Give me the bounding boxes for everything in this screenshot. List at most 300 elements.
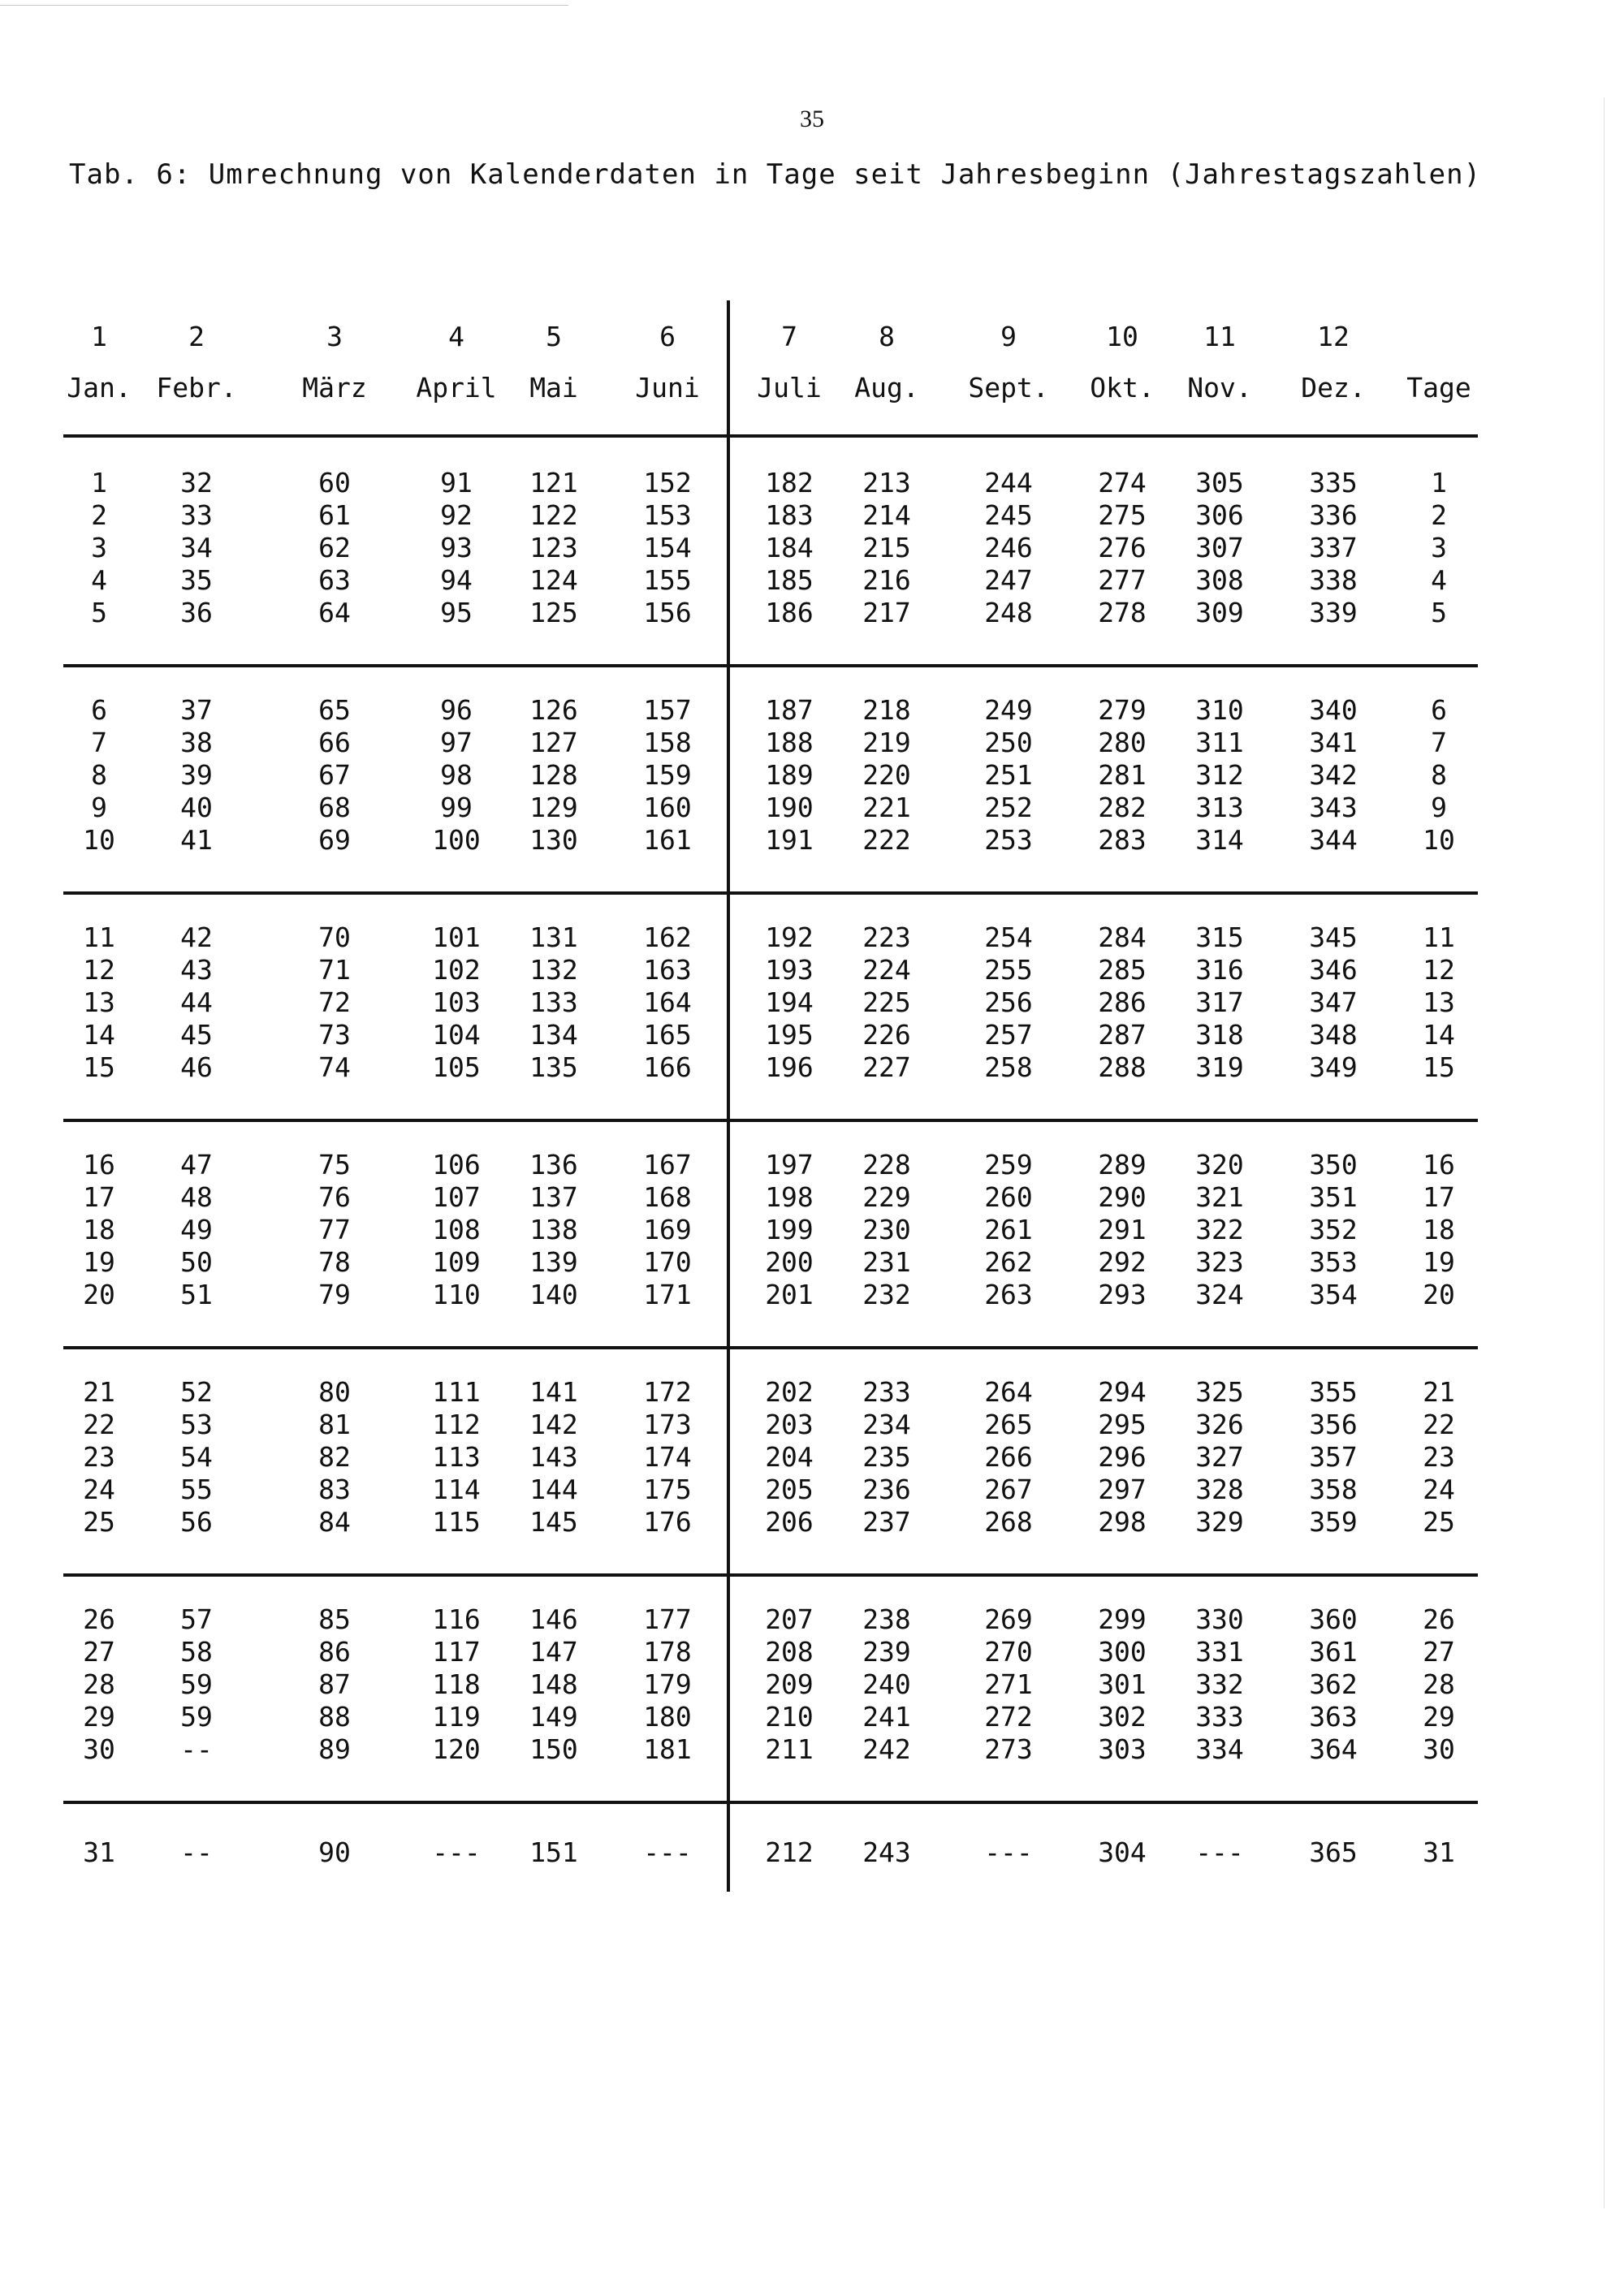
table-cell: 289 <box>1098 1149 1147 1180</box>
table-cell: 267 <box>984 1474 1033 1505</box>
table-cell: 163 <box>643 954 692 986</box>
table-cell: 100 <box>432 824 481 856</box>
table-cell: 98 <box>440 759 473 791</box>
table-cell: 28 <box>83 1668 115 1700</box>
group-separator-line <box>63 891 1478 895</box>
table-cell: 215 <box>862 532 911 563</box>
table-cell: 345 <box>1309 921 1358 953</box>
table-cell: 88 <box>318 1701 351 1733</box>
table-cell: 202 <box>765 1376 814 1408</box>
table-cell: 140 <box>529 1279 578 1310</box>
table-cell: 110 <box>432 1279 481 1310</box>
table-cell: 24 <box>83 1474 115 1505</box>
table-cell: 231 <box>862 1246 911 1278</box>
table-cell: 150 <box>529 1733 578 1765</box>
table-cell: 350 <box>1309 1149 1358 1180</box>
table-cell: 106 <box>432 1149 481 1180</box>
table-cell: 18 <box>1423 1214 1455 1245</box>
table-cell: 221 <box>862 792 911 823</box>
table-cell: --- <box>1195 1836 1244 1868</box>
table-cell: 244 <box>984 467 1033 498</box>
table-cell: 130 <box>529 824 578 856</box>
table-cell: 120 <box>432 1733 481 1765</box>
table-cell: 177 <box>643 1603 692 1635</box>
table-cell: 121 <box>529 467 578 498</box>
table-cell: 19 <box>83 1246 115 1278</box>
table-cell: 39 <box>180 759 213 791</box>
table-cell: 69 <box>318 824 351 856</box>
table-cell: 25 <box>1423 1506 1455 1538</box>
table-cell: 304 <box>1098 1836 1147 1868</box>
table-cell: -- <box>180 1733 213 1765</box>
table-cell: 275 <box>1098 499 1147 531</box>
table-cell: 43 <box>180 954 213 986</box>
table-cell: 280 <box>1098 727 1147 758</box>
table-cell: 176 <box>643 1506 692 1538</box>
table-cell: 173 <box>643 1409 692 1440</box>
table-cell: 5 <box>1431 597 1447 628</box>
table-cell: 89 <box>318 1733 351 1765</box>
table-cell: 85 <box>318 1603 351 1635</box>
table-cell: 83 <box>318 1474 351 1505</box>
table-cell: 92 <box>440 499 473 531</box>
table-cell: 48 <box>180 1181 213 1213</box>
table-cell: 123 <box>529 532 578 563</box>
scan-artifact-line <box>0 5 568 6</box>
table-cell: 68 <box>318 792 351 823</box>
table-cell: 362 <box>1309 1668 1358 1700</box>
table-cell: 34 <box>180 532 213 563</box>
table-cell: 81 <box>318 1409 351 1440</box>
table-cell: 126 <box>529 694 578 726</box>
table-cell: 37 <box>180 694 213 726</box>
group-separator-line <box>63 1801 1478 1804</box>
table-cell: 131 <box>529 921 578 953</box>
table-cell: 357 <box>1309 1441 1358 1473</box>
table-cell: 349 <box>1309 1051 1358 1083</box>
table-cell: 29 <box>1423 1701 1455 1733</box>
table-cell: 102 <box>432 954 481 986</box>
table-cell: 228 <box>862 1149 911 1180</box>
table-cell: 82 <box>318 1441 351 1473</box>
table-cell: 351 <box>1309 1181 1358 1213</box>
table-cell: 113 <box>432 1441 481 1473</box>
table-cell: 214 <box>862 499 911 531</box>
table-cell: 195 <box>765 1019 814 1051</box>
table-cell: 340 <box>1309 694 1358 726</box>
table-cell: 191 <box>765 824 814 856</box>
table-cell: 31 <box>1423 1836 1455 1868</box>
table-cell: 355 <box>1309 1376 1358 1408</box>
table-cell: 268 <box>984 1506 1033 1538</box>
table-cell: 187 <box>765 694 814 726</box>
table-cell: 15 <box>83 1051 115 1083</box>
table-cell: 199 <box>765 1214 814 1245</box>
table-cell: 190 <box>765 792 814 823</box>
table-cell: 240 <box>862 1668 911 1700</box>
column-header-number: 11 <box>1203 321 1236 352</box>
table-cell: 167 <box>643 1149 692 1180</box>
table-cell: 4 <box>91 564 107 596</box>
table-cell: 12 <box>83 954 115 986</box>
table-cell: 316 <box>1195 954 1244 986</box>
table-cell: 22 <box>83 1409 115 1440</box>
table-cell: 260 <box>984 1181 1033 1213</box>
table-cell: 73 <box>318 1019 351 1051</box>
table-cell: 57 <box>180 1603 213 1635</box>
table-cell: 230 <box>862 1214 911 1245</box>
column-header-number: 5 <box>546 321 562 352</box>
table-cell: 330 <box>1195 1603 1244 1635</box>
table-cell: 249 <box>984 694 1033 726</box>
table-cell: 315 <box>1195 921 1244 953</box>
table-cell: 91 <box>440 467 473 498</box>
table-cell: 144 <box>529 1474 578 1505</box>
table-cell: 22 <box>1423 1409 1455 1440</box>
table-cell: 136 <box>529 1149 578 1180</box>
table-cell: 209 <box>765 1668 814 1700</box>
table-cell: 281 <box>1098 759 1147 791</box>
group-separator-line <box>63 434 1478 438</box>
table-cell: 243 <box>862 1836 911 1868</box>
table-cell: 125 <box>529 597 578 628</box>
column-header-number: 12 <box>1317 321 1350 352</box>
table-cell: 278 <box>1098 597 1147 628</box>
table-cell: 13 <box>1423 986 1455 1018</box>
table-cell: 111 <box>432 1376 481 1408</box>
table-cell: 273 <box>984 1733 1033 1765</box>
table-cell: 193 <box>765 954 814 986</box>
table-cell: 127 <box>529 727 578 758</box>
table-cell: 283 <box>1098 824 1147 856</box>
table-cell: 8 <box>1431 759 1447 791</box>
column-header-month: Juli <box>757 372 822 404</box>
column-header-month: Juni <box>635 372 700 404</box>
table-cell: 11 <box>1423 921 1455 953</box>
table-cell: 213 <box>862 467 911 498</box>
column-header-number: 6 <box>659 321 676 352</box>
table-cell: 148 <box>529 1668 578 1700</box>
table-cell: 186 <box>765 597 814 628</box>
table-cell: 14 <box>1423 1019 1455 1051</box>
table-cell: 245 <box>984 499 1033 531</box>
table-cell: 129 <box>529 792 578 823</box>
table-cell: 261 <box>984 1214 1033 1245</box>
table-cell: 64 <box>318 597 351 628</box>
table-cell: 329 <box>1195 1506 1244 1538</box>
table-cell: 200 <box>765 1246 814 1278</box>
table-cell: 132 <box>529 954 578 986</box>
table-cell: 241 <box>862 1701 911 1733</box>
table-cell: 94 <box>440 564 473 596</box>
table-cell: 354 <box>1309 1279 1358 1310</box>
table-cell: 142 <box>529 1409 578 1440</box>
table-cell: 225 <box>862 986 911 1018</box>
table-cell: 90 <box>318 1836 351 1868</box>
table-cell: 205 <box>765 1474 814 1505</box>
table-cell: 27 <box>1423 1636 1455 1668</box>
table-cell: 279 <box>1098 694 1147 726</box>
table-cell: 143 <box>529 1441 578 1473</box>
column-header-month: Mai <box>529 372 578 404</box>
table-cell: 311 <box>1195 727 1244 758</box>
table-cell: 224 <box>862 954 911 986</box>
table-cell: 168 <box>643 1181 692 1213</box>
table-cell: 361 <box>1309 1636 1358 1668</box>
column-header-month: April <box>416 372 497 404</box>
table-cell: 196 <box>765 1051 814 1083</box>
table-cell: 62 <box>318 532 351 563</box>
table-cell: 10 <box>83 824 115 856</box>
table-cell: 79 <box>318 1279 351 1310</box>
column-header-number: 2 <box>188 321 205 352</box>
table-cell: 319 <box>1195 1051 1244 1083</box>
table-cell: 139 <box>529 1246 578 1278</box>
table-cell: 306 <box>1195 499 1244 531</box>
table-cell: 3 <box>1431 532 1447 563</box>
table-cell: 169 <box>643 1214 692 1245</box>
table-cell: 360 <box>1309 1603 1358 1635</box>
group-separator-line <box>63 664 1478 667</box>
table-cell: 216 <box>862 564 911 596</box>
table-cell: 55 <box>180 1474 213 1505</box>
table-cell: 84 <box>318 1506 351 1538</box>
table-cell: 219 <box>862 727 911 758</box>
table-cell: 67 <box>318 759 351 791</box>
column-header-month: Tage <box>1406 372 1471 404</box>
table-cell: 11 <box>83 921 115 953</box>
table-cell: 21 <box>83 1376 115 1408</box>
table-cell: 66 <box>318 727 351 758</box>
table-cell: 254 <box>984 921 1033 953</box>
table-cell: 35 <box>180 564 213 596</box>
table-cell: 80 <box>318 1376 351 1408</box>
table-cell: 116 <box>432 1603 481 1635</box>
table-cell: 322 <box>1195 1214 1244 1245</box>
table-cell: 232 <box>862 1279 911 1310</box>
table-cell: 292 <box>1098 1246 1147 1278</box>
table-cell: 60 <box>318 467 351 498</box>
table-cell: 266 <box>984 1441 1033 1473</box>
table-cell: 233 <box>862 1376 911 1408</box>
table-cell: 12 <box>1423 954 1455 986</box>
table-cell: 160 <box>643 792 692 823</box>
table-cell: 17 <box>83 1181 115 1213</box>
table-cell: 312 <box>1195 759 1244 791</box>
table-cell: 6 <box>1431 694 1447 726</box>
table-cell: 26 <box>83 1603 115 1635</box>
table-cell: 47 <box>180 1149 213 1180</box>
table-cell: 255 <box>984 954 1033 986</box>
table-cell: 164 <box>643 986 692 1018</box>
group-separator-line <box>63 1573 1478 1577</box>
column-header-month: Nov. <box>1187 372 1252 404</box>
table-cell: 154 <box>643 532 692 563</box>
table-cell: 16 <box>83 1149 115 1180</box>
column-header-month: Aug. <box>854 372 919 404</box>
table-cell: 114 <box>432 1474 481 1505</box>
table-cell: 257 <box>984 1019 1033 1051</box>
table-cell: 363 <box>1309 1701 1358 1733</box>
table-cell: 40 <box>180 792 213 823</box>
table-cell: 203 <box>765 1409 814 1440</box>
table-cell: 198 <box>765 1181 814 1213</box>
table-cell: 347 <box>1309 986 1358 1018</box>
column-header-number: 1 <box>91 321 107 352</box>
table-cell: 161 <box>643 824 692 856</box>
table-cell: 218 <box>862 694 911 726</box>
table-cell: 4 <box>1431 564 1447 596</box>
table-cell: 217 <box>862 597 911 628</box>
table-cell: 122 <box>529 499 578 531</box>
table-cell: 9 <box>1431 792 1447 823</box>
table-cell: 137 <box>529 1181 578 1213</box>
table-cell: 166 <box>643 1051 692 1083</box>
table-cell: 308 <box>1195 564 1244 596</box>
table-cell: 235 <box>862 1441 911 1473</box>
table-cell: 343 <box>1309 792 1358 823</box>
column-header-number: 7 <box>781 321 797 352</box>
table-cell: 63 <box>318 564 351 596</box>
table-cell: 222 <box>862 824 911 856</box>
table-cell: 104 <box>432 1019 481 1051</box>
table-cell: 236 <box>862 1474 911 1505</box>
table-cell: 256 <box>984 986 1033 1018</box>
table-cell: 156 <box>643 597 692 628</box>
table-cell: 291 <box>1098 1214 1147 1245</box>
table-cell: 313 <box>1195 792 1244 823</box>
table-cell: 54 <box>180 1441 213 1473</box>
table-cell: 20 <box>83 1279 115 1310</box>
group-separator-line <box>63 1346 1478 1349</box>
table-cell: 128 <box>529 759 578 791</box>
table-cell: 71 <box>318 954 351 986</box>
table-cell: 335 <box>1309 467 1358 498</box>
table-cell: 251 <box>984 759 1033 791</box>
table-cell: --- <box>984 1836 1033 1868</box>
table-cell: 227 <box>862 1051 911 1083</box>
table-cell: 134 <box>529 1019 578 1051</box>
table-cell: 33 <box>180 499 213 531</box>
table-cell: 295 <box>1098 1409 1147 1440</box>
table-cell: 182 <box>765 467 814 498</box>
table-cell: 270 <box>984 1636 1033 1668</box>
table-cell: 359 <box>1309 1506 1358 1538</box>
table-cell: 305 <box>1195 467 1244 498</box>
table-cell: 30 <box>1423 1733 1455 1765</box>
table-cell: 52 <box>180 1376 213 1408</box>
table-cell: 229 <box>862 1181 911 1213</box>
column-header-number: 4 <box>448 321 464 352</box>
table-cell: 157 <box>643 694 692 726</box>
table-cell: 293 <box>1098 1279 1147 1310</box>
table-cell: 265 <box>984 1409 1033 1440</box>
table-cell: 331 <box>1195 1636 1244 1668</box>
table-cell: 78 <box>318 1246 351 1278</box>
table-cell: 262 <box>984 1246 1033 1278</box>
table-cell: 152 <box>643 467 692 498</box>
table-cell: 38 <box>180 727 213 758</box>
table-cell: 238 <box>862 1603 911 1635</box>
table-cell: 314 <box>1195 824 1244 856</box>
table-cell: 353 <box>1309 1246 1358 1278</box>
table-cell: 201 <box>765 1279 814 1310</box>
table-cell: 220 <box>862 759 911 791</box>
table-cell: 326 <box>1195 1409 1244 1440</box>
table-cell: 358 <box>1309 1474 1358 1505</box>
table-cell: 2 <box>1431 499 1447 531</box>
table-cell: 97 <box>440 727 473 758</box>
table-cell: 44 <box>180 986 213 1018</box>
table-cell: 288 <box>1098 1051 1147 1083</box>
table-cell: 158 <box>643 727 692 758</box>
table-cell: 337 <box>1309 532 1358 563</box>
column-header-number: 3 <box>326 321 343 352</box>
table-cell: 294 <box>1098 1376 1147 1408</box>
table-cell: 341 <box>1309 727 1358 758</box>
column-header-month: Okt. <box>1090 372 1155 404</box>
column-header-number: 8 <box>879 321 895 352</box>
table-cell: 135 <box>529 1051 578 1083</box>
table-cell: 194 <box>765 986 814 1018</box>
table-cell: 101 <box>432 921 481 953</box>
table-cell: 208 <box>765 1636 814 1668</box>
table-cell: 258 <box>984 1051 1033 1083</box>
table-cell: 124 <box>529 564 578 596</box>
table-cell: 307 <box>1195 532 1244 563</box>
table-cell: 6 <box>91 694 107 726</box>
table-cell: 7 <box>91 727 107 758</box>
table-cell: 226 <box>862 1019 911 1051</box>
table-cell: 29 <box>83 1701 115 1733</box>
table-cell: 299 <box>1098 1603 1147 1635</box>
column-header-month: Febr. <box>156 372 237 404</box>
table-cell: 210 <box>765 1701 814 1733</box>
table-cell: 253 <box>984 824 1033 856</box>
table-cell: 16 <box>1423 1149 1455 1180</box>
table-cell: 162 <box>643 921 692 953</box>
table-cell: 21 <box>1423 1376 1455 1408</box>
table-cell: 174 <box>643 1441 692 1473</box>
column-header-month: März <box>302 372 367 404</box>
table-cell: 151 <box>529 1836 578 1868</box>
table-cell: 107 <box>432 1181 481 1213</box>
table-cell: 223 <box>862 921 911 953</box>
table-cell: 75 <box>318 1149 351 1180</box>
table-cell: 352 <box>1309 1214 1358 1245</box>
table-cell: 242 <box>862 1733 911 1765</box>
table-cell: 192 <box>765 921 814 953</box>
table-cell: 149 <box>529 1701 578 1733</box>
table-cell: 344 <box>1309 824 1358 856</box>
table-cell: 3 <box>91 532 107 563</box>
table-cell: 318 <box>1195 1019 1244 1051</box>
table-cell: 285 <box>1098 954 1147 986</box>
table-cell: 96 <box>440 694 473 726</box>
table-cell: 99 <box>440 792 473 823</box>
table-cell: 171 <box>643 1279 692 1310</box>
table-cell: 264 <box>984 1376 1033 1408</box>
table-cell: 70 <box>318 921 351 953</box>
table-cell: 296 <box>1098 1441 1147 1473</box>
table-cell: 72 <box>318 986 351 1018</box>
table-cell: 297 <box>1098 1474 1147 1505</box>
table-cell: 165 <box>643 1019 692 1051</box>
scan-edge <box>1604 97 1605 2208</box>
table-cell: 141 <box>529 1376 578 1408</box>
table-cell: 17 <box>1423 1181 1455 1213</box>
table-cell: 10 <box>1423 824 1455 856</box>
